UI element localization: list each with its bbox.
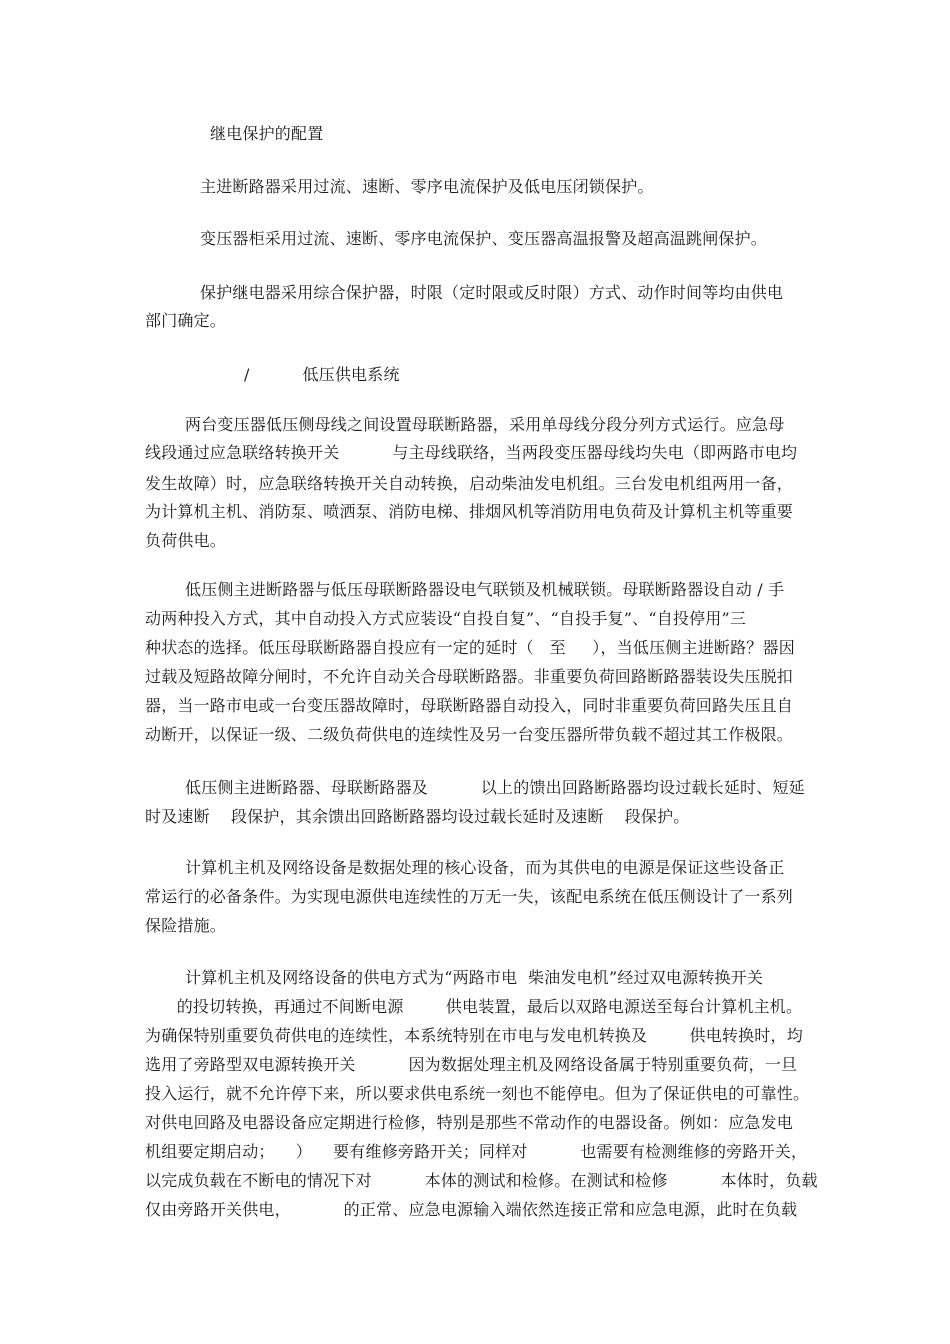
paragraph-supply-method-line-7: 机组要定期启动； ） 要有维修旁路开关；同样对 也需要有检测维修的旁路开关，	[145, 1142, 808, 1161]
section-heading-relay-protection: 继电保护的配置	[210, 124, 324, 143]
paragraph-interlock-line-1: 低压侧主进断路器与低压母联断路器设电气联锁及机械联锁。母联断路器设自动 / 手	[185, 580, 785, 599]
paragraph-computer-power-line-2: 常运行的必备条件。为实现电源供电连续性的万无一失，该配电系统在低压侧设计了一系列	[145, 887, 794, 906]
section-heading-low-voltage-supply: / 低压供电系统	[244, 365, 400, 384]
paragraph-supply-method-line-5: 投入运行，就不允许停下来，所以要求供电系统一刻也不能停电。但为了保证供电的可靠性。	[145, 1084, 810, 1103]
paragraph-protection-settings-line-1: 低压侧主进断路器、母联断路器及 以上的馈出回路断路器均设过载长延时、短延	[185, 778, 805, 797]
paragraph-bus-tie-line-3: 发生故障）时，应急联络转换开关自动转换，启动柴油发电机组。三台发电机组两用一备，	[145, 474, 794, 493]
paragraph-supply-method-line-4: 选用了旁路型双电源转换开关 因为数据处理主机及网络设备属于特别重要负荷，一旦	[145, 1055, 798, 1074]
paragraph-relay-line-1: 保护继电器采用综合保护器，时限（定时限或反时限）方式、动作时间等均由供电	[200, 283, 784, 302]
paragraph-supply-method-line-3: 为确保特别重要负荷供电的连续性，本系统特别在市电与发电机转换及 供电转换时，均	[145, 1026, 803, 1045]
paragraph-relay-line-2: 部门确定。	[145, 311, 227, 330]
paragraph-computer-power-line-1: 计算机主机及网络设备是数据处理的核心设备，而为其供电的电源是保证这些设备正	[185, 858, 785, 877]
paragraph-computer-power-line-3: 保险措施。	[145, 916, 227, 935]
paragraph-bus-tie-line-5: 负荷供电。	[145, 531, 227, 550]
paragraph-interlock-line-2: 动两种投入方式，其中自动投入方式应装设“自投自复”、“自投手复”、“自投停用”三	[145, 609, 747, 628]
paragraph-supply-method-line-8: 以完成负载在不断电的情况下对 本体的测试和检修。在测试和检修 本体时，负载	[145, 1171, 818, 1190]
paragraph-transformer-cabinet-line-1: 变压器柜采用过流、速断、零序电流保护、变压器高温报警及超高温跳闸保护。	[200, 229, 768, 248]
paragraph-supply-method-line-2: 的投切转换，再通过不间断电源 供电装置，最后以双路电源送至每台计算机主机。	[145, 997, 803, 1016]
paragraph-supply-method-line-6: 对供电回路及电器设备应定期进行检修，特别是那些不常动作的电器设备。例如：应急发电	[145, 1113, 794, 1132]
paragraph-main-breaker-line-1: 主进断路器采用过流、速断、零序电流保护及低电压闭锁保护。	[200, 177, 654, 196]
paragraph-bus-tie-line-4: 为计算机主机、消防泵、喷洒泵、消防电梯、排烟风机等消防用电负荷及计算机主机等重要	[145, 502, 794, 521]
paragraph-interlock-line-3: 种状态的选择。低压母联断路器自投应有一定的延时（ 至 ），当低压侧主进断路？器因	[145, 638, 795, 657]
paragraph-bus-tie-line-1: 两台变压器低压侧母线之间设置母联断路器，采用单母线分段分列方式运行。应急母	[185, 415, 785, 434]
paragraph-bus-tie-line-2: 线段通过应急联络转换开关 与主母线联络，当两段变压器母线均失电（即两路市电均	[145, 443, 798, 462]
paragraph-supply-method-line-9: 仅由旁路开关供电， 的正常、应急电源输入端依然连接正常和应急电源，此时在负载	[145, 1200, 798, 1219]
paragraph-interlock-line-5: 器，当一路市电或一台变压器故障时，母联断路器自动投入，同时非重要负荷回路失压且自	[145, 696, 794, 715]
paragraph-interlock-line-4: 过载及短路故障分闸时，不允许自动关合母联断路器。非重要负荷回路断路器装设失压脱扣	[145, 667, 794, 686]
paragraph-interlock-line-6: 动断开，以保证一级、二级负荷供电的连续性及另一台变压器所带负载不超过其工作极限。	[145, 725, 794, 744]
paragraph-protection-settings-line-2: 时及速断 段保护，其余馈出回路断路器均设过载长延时及速断 段保护。	[145, 807, 690, 826]
paragraph-supply-method-line-1: 计算机主机及网络设备的供电方式为“两路市电 柴油发电机”经过双电源转换开关	[185, 968, 764, 987]
